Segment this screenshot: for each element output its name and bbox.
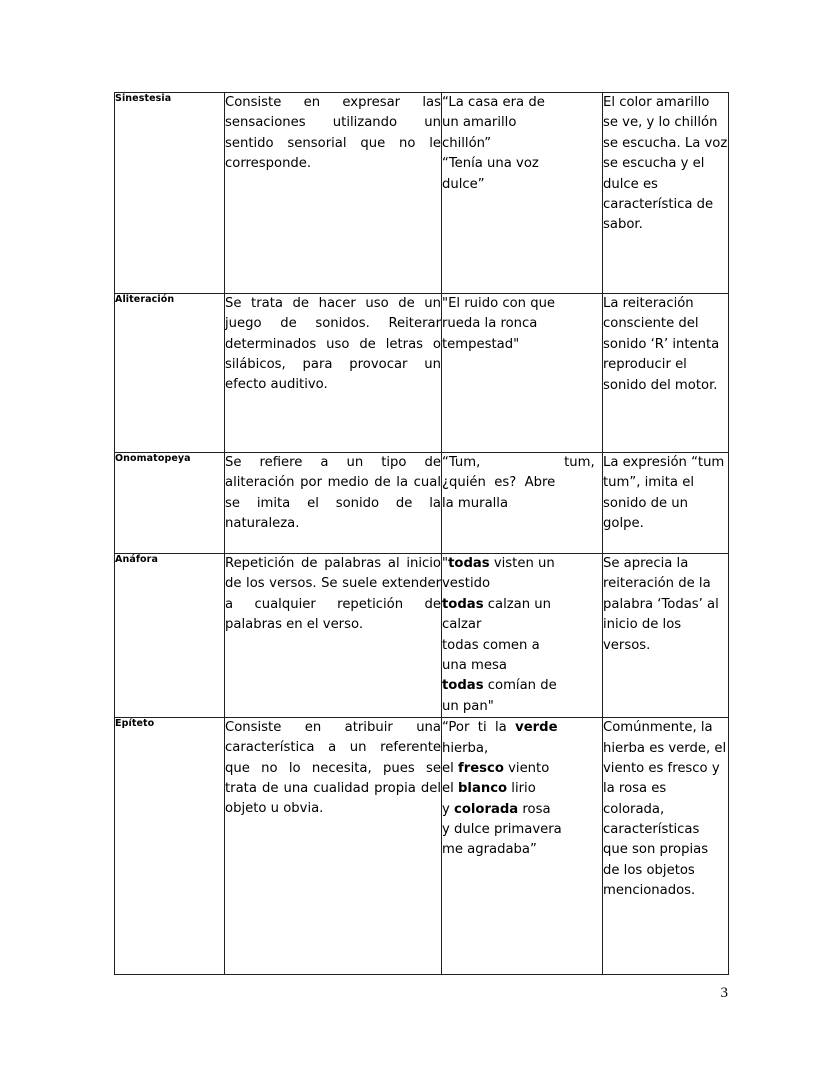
example-line	[442, 574, 602, 594]
example-text: calzan un	[483, 596, 552, 612]
example-line	[442, 554, 602, 574]
example-line	[442, 697, 602, 717]
definition-cell: Consiste en atribuir una característica a un referente que no lo necesita, pues se trata de una cualidad propia del objeto u obvia.	[225, 718, 442, 975]
example-line	[442, 335, 602, 355]
example-cell	[442, 294, 603, 453]
emphasized-word: blanco	[457, 781, 508, 797]
term-cell: Aliteración	[115, 294, 225, 453]
emphasized-word: fresco	[457, 760, 504, 776]
example-text: hierba,	[442, 740, 489, 756]
example-cell	[442, 453, 603, 554]
table-row	[115, 93, 729, 294]
example-line	[442, 718, 602, 738]
example-line	[442, 154, 602, 174]
example-line	[442, 840, 602, 860]
literary-figures-table	[114, 92, 729, 975]
emphasized-word: todas	[442, 678, 484, 694]
emphasized-word: colorada	[454, 801, 519, 817]
term-cell: Sinestesia	[115, 93, 225, 294]
example-text: rosa	[518, 801, 551, 817]
table-body	[115, 93, 729, 975]
definition-cell: Repetición de palabras al inicio de los versos. Se suele extender a cualquier repetición de palabras en el verso.	[225, 554, 442, 718]
example-text: comían de	[483, 678, 557, 694]
example-line	[442, 294, 602, 314]
explanation-cell: Comúnmente, la hierba es verde, el viento es fresco y la rosa es colorada, características que son propias de los objetos mencionados.	[603, 718, 729, 975]
example-text: "	[442, 556, 449, 571]
example-line	[442, 134, 602, 154]
example-line	[442, 820, 602, 840]
example-text: calzar	[442, 617, 482, 633]
example-text: ¿quién es? Abre	[442, 475, 556, 491]
example-line	[442, 175, 602, 195]
example-text: vestido	[442, 576, 491, 592]
example-line	[442, 739, 602, 759]
example-text: chillón”	[442, 135, 492, 151]
example-line	[442, 595, 602, 615]
example-line	[442, 656, 602, 676]
term-cell: Onomatopeya	[115, 453, 225, 554]
example-line	[442, 800, 602, 820]
example-cell	[442, 718, 603, 975]
table-row	[115, 453, 729, 554]
example-line	[442, 494, 602, 514]
emphasized-word: todas	[448, 556, 490, 571]
explanation-cell: Se aprecia la reiteración de la palabra ‘Todas’ al inicio de los versos.	[603, 554, 729, 718]
example-text: me agradaba”	[442, 842, 537, 858]
example-text: y dulce primavera	[442, 822, 562, 838]
example-line	[442, 779, 602, 799]
example-line	[442, 615, 602, 635]
example-text: lirio	[507, 781, 536, 797]
definition-cell: Se trata de hacer uso de un juego de sonidos. Reiterar determinados uso de letras o silábicos, para provocar un efecto auditivo.	[225, 294, 442, 453]
example-text: y	[442, 801, 454, 817]
example-text: un pan"	[442, 698, 494, 714]
explanation-cell: La expresión “tum tum”, imita el sonido de un golpe.	[603, 453, 729, 554]
example-line	[442, 453, 602, 473]
explanation-cell: La reiteración consciente del sonido ‘R’ intenta reproducir el sonido del motor.	[603, 294, 729, 453]
emphasized-word: todas	[442, 596, 484, 612]
example-line	[442, 314, 602, 334]
definition-cell: Se refiere a un tipo de aliteración por medio de la cual se imita el sonido de la naturaleza.	[225, 453, 442, 554]
definition-cell: Consiste en expresar las sensaciones utilizando un sentido sensorial que no le corresponde.	[225, 93, 442, 294]
example-cell	[442, 554, 603, 718]
emphasized-word: verde	[515, 720, 558, 736]
example-text: la muralla	[442, 495, 509, 511]
table-row	[115, 554, 729, 718]
example-text: tempestad"	[442, 336, 520, 352]
term-cell: Anáfora	[115, 554, 225, 718]
example-text: “Tum, tum,	[442, 455, 595, 470]
example-text: “Por ti la	[442, 720, 516, 736]
example-cell	[442, 93, 603, 294]
term-cell: Epíteto	[115, 718, 225, 975]
table-row	[115, 718, 729, 975]
example-line	[442, 473, 602, 493]
example-text: dulce”	[442, 176, 485, 192]
example-text: todas comen a	[442, 637, 540, 653]
page-number: 3	[720, 985, 728, 1001]
example-text: visten un	[489, 556, 555, 571]
example-text: una mesa	[442, 657, 507, 673]
example-line	[442, 93, 602, 113]
example-line	[442, 113, 602, 133]
example-text: el	[442, 760, 458, 776]
example-text: un amarillo	[442, 115, 517, 131]
example-text: “La casa era de	[442, 95, 545, 110]
example-text: viento	[503, 760, 550, 776]
example-text: rueda la ronca	[442, 316, 538, 332]
example-text: el	[442, 781, 458, 797]
explanation-cell: El color amarillo se ve, y lo chillón se escucha. La voz se escucha y el dulce es característica de sabor.	[603, 93, 729, 294]
example-text: “Tenía una voz	[442, 156, 539, 172]
table-row	[115, 294, 729, 453]
example-line	[442, 676, 602, 696]
example-line	[442, 636, 602, 656]
example-line	[442, 759, 602, 779]
example-text: "El ruido con que	[442, 296, 556, 311]
